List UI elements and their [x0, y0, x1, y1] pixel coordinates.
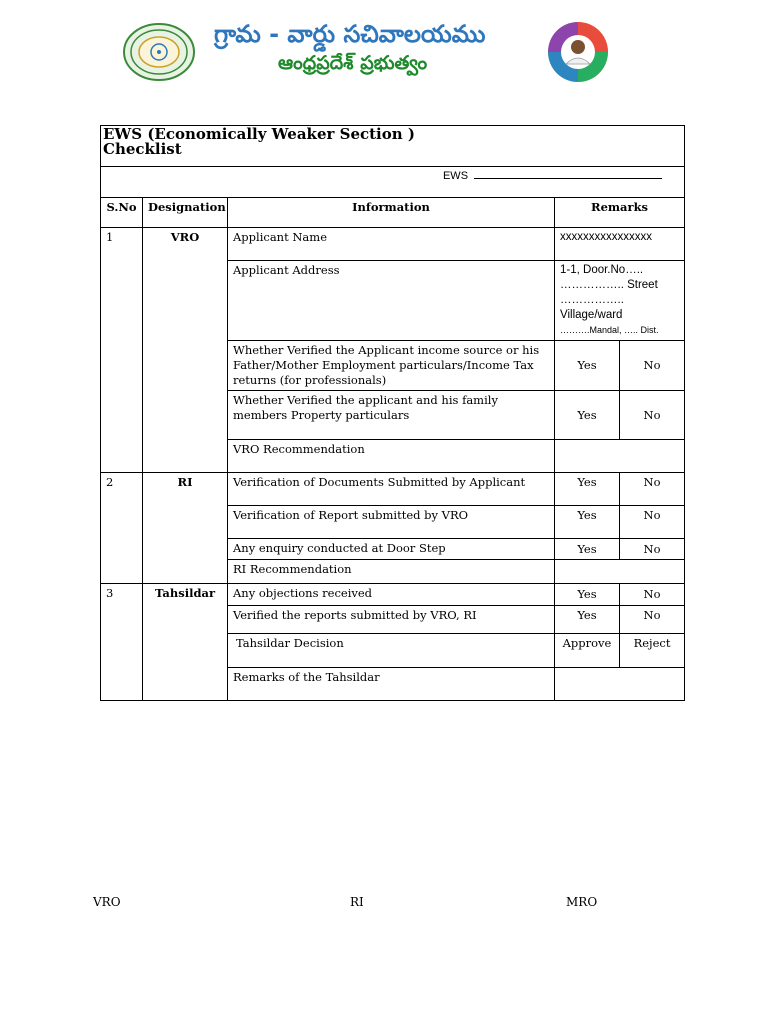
checklist-title-line2: Checklist	[103, 140, 182, 158]
reject-option[interactable]: Reject	[620, 634, 685, 668]
ap-state-emblem-icon	[122, 22, 196, 82]
section-designation: RI	[143, 473, 228, 584]
info-cell: Applicant Address	[228, 261, 555, 341]
info-cell: Applicant Name	[228, 228, 555, 261]
ews-number-row	[101, 167, 685, 198]
info-cell: VRO Recommendation	[228, 440, 555, 473]
col-header-designation: Designation	[143, 198, 228, 228]
section-sno: 1	[101, 228, 143, 473]
table-row	[101, 473, 685, 506]
checklist-title	[101, 126, 685, 167]
andhra-pradesh-government-subtitle: ఆంధ్రప్రదేశ్ ప్రభుత్వం	[278, 52, 428, 74]
yes-option[interactable]: Yes	[555, 584, 620, 606]
no-option[interactable]: No	[620, 539, 685, 560]
section-designation: Tahsildar	[143, 584, 228, 701]
tahsildar-remarks-field[interactable]	[555, 668, 685, 701]
section-designation: VRO	[143, 228, 228, 473]
table-row	[101, 584, 685, 606]
no-option[interactable]: No	[620, 341, 685, 391]
applicant-name-value[interactable]: xxxxxxxxxxxxxxxx	[555, 228, 685, 261]
info-cell: Any objections received	[228, 584, 555, 606]
col-header-information: Information	[228, 198, 555, 228]
approve-option[interactable]: Approve	[555, 634, 620, 668]
yes-option[interactable]: Yes	[555, 391, 620, 440]
yes-option[interactable]: Yes	[555, 506, 620, 539]
village-ward-secretariat-title: గ్రామ - వార్డు సచివాలయము	[214, 20, 486, 48]
address-line: ……………..	[560, 294, 624, 306]
info-cell: Verification of Documents Submitted by Applicant	[228, 473, 555, 506]
address-line: 1-1, Door.No…..	[560, 264, 644, 276]
header-banner	[118, 16, 626, 86]
applicant-address-value[interactable]	[555, 261, 685, 341]
vro-signature-label: VRO	[93, 895, 121, 909]
info-cell: Remarks of the Tahsildar	[228, 668, 555, 701]
address-line: ……….Mandal, ….. Dist.	[560, 325, 659, 335]
col-header-sno: S.No	[101, 198, 143, 228]
ri-signature-label: RI	[350, 895, 364, 909]
info-cell: Any enquiry conducted at Door Step	[228, 539, 555, 560]
no-option[interactable]: No	[620, 584, 685, 606]
address-line: …………….. Street	[560, 279, 658, 291]
ews-label: EWS	[442, 170, 469, 182]
info-cell: Tahsildar Decision	[228, 634, 555, 668]
info-cell: RI Recommendation	[228, 560, 555, 584]
yes-option[interactable]: Yes	[555, 473, 620, 506]
no-option[interactable]: No	[620, 473, 685, 506]
yes-option[interactable]: Yes	[555, 341, 620, 391]
info-cell: Verification of Report submitted by VRO	[228, 506, 555, 539]
vro-recommendation-field[interactable]	[555, 440, 685, 473]
yes-option[interactable]: Yes	[555, 606, 620, 634]
info-cell: Verified the reports submitted by VRO, RI	[228, 606, 555, 634]
info-cell: Whether Verified the applicant and his family members Property particulars	[228, 391, 555, 440]
ews-checklist-table	[100, 125, 685, 701]
yes-option[interactable]: Yes	[555, 539, 620, 560]
ews-number-blank[interactable]	[474, 169, 662, 179]
table-row	[101, 228, 685, 261]
no-option[interactable]: No	[620, 391, 685, 440]
ri-recommendation-field[interactable]	[555, 560, 685, 584]
info-cell: Whether Verified the Applicant income source or his Father/Mother Employment particulars/Income Tax returns (for professionals)	[228, 341, 555, 391]
no-option[interactable]: No	[620, 606, 685, 634]
checklist-title-line1: EWS (Economically Weaker Section )	[103, 125, 415, 143]
address-line: Village/ward	[560, 309, 623, 321]
no-option[interactable]: No	[620, 506, 685, 539]
secretariat-round-logo-icon	[542, 20, 614, 84]
section-sno: 2	[101, 473, 143, 584]
col-header-remarks: Remarks	[555, 198, 685, 228]
mro-signature-label: MRO	[566, 895, 598, 909]
section-sno: 3	[101, 584, 143, 701]
